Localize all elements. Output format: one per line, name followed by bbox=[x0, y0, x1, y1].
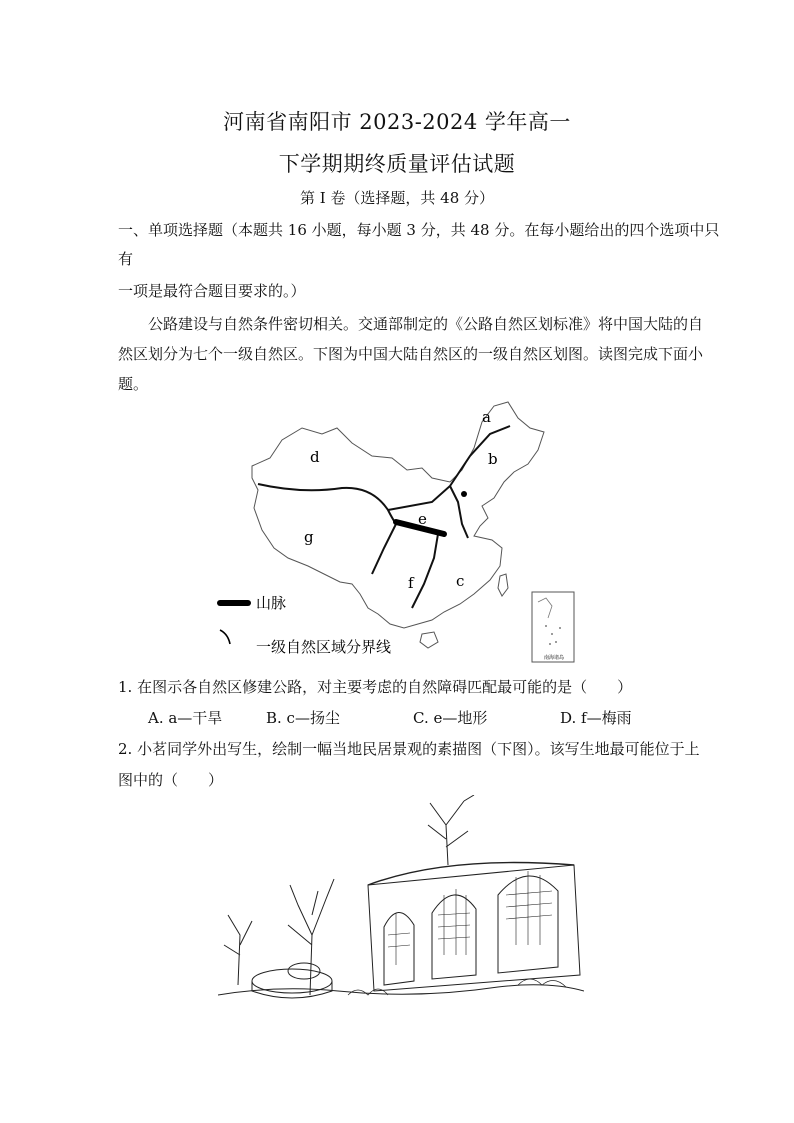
boundary-line-south bbox=[412, 534, 438, 608]
passage-line3: 题。 bbox=[118, 375, 149, 393]
question-1-option-b: B. c—扬尘 bbox=[266, 709, 340, 727]
passage-line1: 公路建设与自然条件密切相关。交通部制定的《公路自然区划标准》将中国大陆的自 bbox=[148, 315, 704, 333]
region-label-a: a bbox=[482, 408, 491, 426]
sketch-arch-left bbox=[384, 912, 414, 985]
region-label-e: e bbox=[418, 510, 427, 528]
section-instruction-line1: 一、单项选择题（本题共 16 小题，每小题 3 分，共 48 分。在每小题给出的四个选项中只 bbox=[118, 221, 720, 239]
hainan-island bbox=[420, 632, 438, 648]
region-label-d: d bbox=[310, 448, 320, 466]
question-2-stem-line1: 2. 小茗同学外出写生，绘制一幅当地民居景观的素描图（下图）。该写生地最可能位于上 bbox=[118, 740, 700, 758]
question-2-stem-line2: 图中的（ ） bbox=[118, 771, 224, 789]
legend-boundary-symbol bbox=[220, 630, 230, 644]
sketch-building bbox=[368, 865, 580, 991]
section-instruction-line3: 一项是最符合题目要求的。） bbox=[118, 282, 306, 300]
china-outline bbox=[252, 402, 544, 628]
region-label-g: g bbox=[304, 528, 314, 546]
exam-title-line2: 下学期期终质量评估试题 bbox=[278, 152, 516, 176]
legend-mountain-label: 山脉 bbox=[256, 594, 287, 612]
inset-box bbox=[532, 592, 574, 662]
china-natural-regions-map bbox=[212, 398, 582, 668]
city-dot bbox=[461, 491, 467, 497]
boundary-line-west bbox=[258, 484, 396, 524]
region-label-f: f bbox=[408, 574, 414, 592]
boundary-line-north bbox=[388, 426, 510, 510]
volume-heading: 第 I 卷（选择题，共 48 分） bbox=[299, 189, 495, 207]
passage-line2: 然区划分为七个一级自然区。下图为中国大陆自然区的一级自然区划图。读图完成下面小 bbox=[118, 345, 704, 363]
question-1-option-d: D. f—梅雨 bbox=[560, 709, 632, 727]
boundary-line-center bbox=[372, 524, 396, 574]
region-label-b: b bbox=[488, 450, 498, 468]
sketch-tree-top bbox=[428, 795, 474, 865]
taiwan-island bbox=[498, 574, 508, 596]
question-1-option-a: A. a—干旱 bbox=[148, 709, 223, 727]
sketch-ground bbox=[218, 985, 584, 995]
section-instruction-line2: 有 bbox=[118, 250, 134, 268]
sketch-tree-far-left bbox=[224, 915, 252, 985]
exam-title-line1: 河南省南阳市 2023-2024 学年高一 bbox=[223, 110, 571, 134]
question-1-stem: 1. 在图示各自然区修建公路，对主要考虑的自然障碍匹配最可能的是（ ） bbox=[118, 678, 633, 696]
cave-dwelling-sketch bbox=[218, 795, 584, 1025]
legend-boundary-label: 一级自然区域分界线 bbox=[256, 638, 392, 656]
question-1-option-c: C. e—地形 bbox=[413, 709, 488, 727]
region-label-c: c bbox=[456, 572, 465, 590]
inset-label: 南海诸岛 bbox=[544, 655, 565, 661]
